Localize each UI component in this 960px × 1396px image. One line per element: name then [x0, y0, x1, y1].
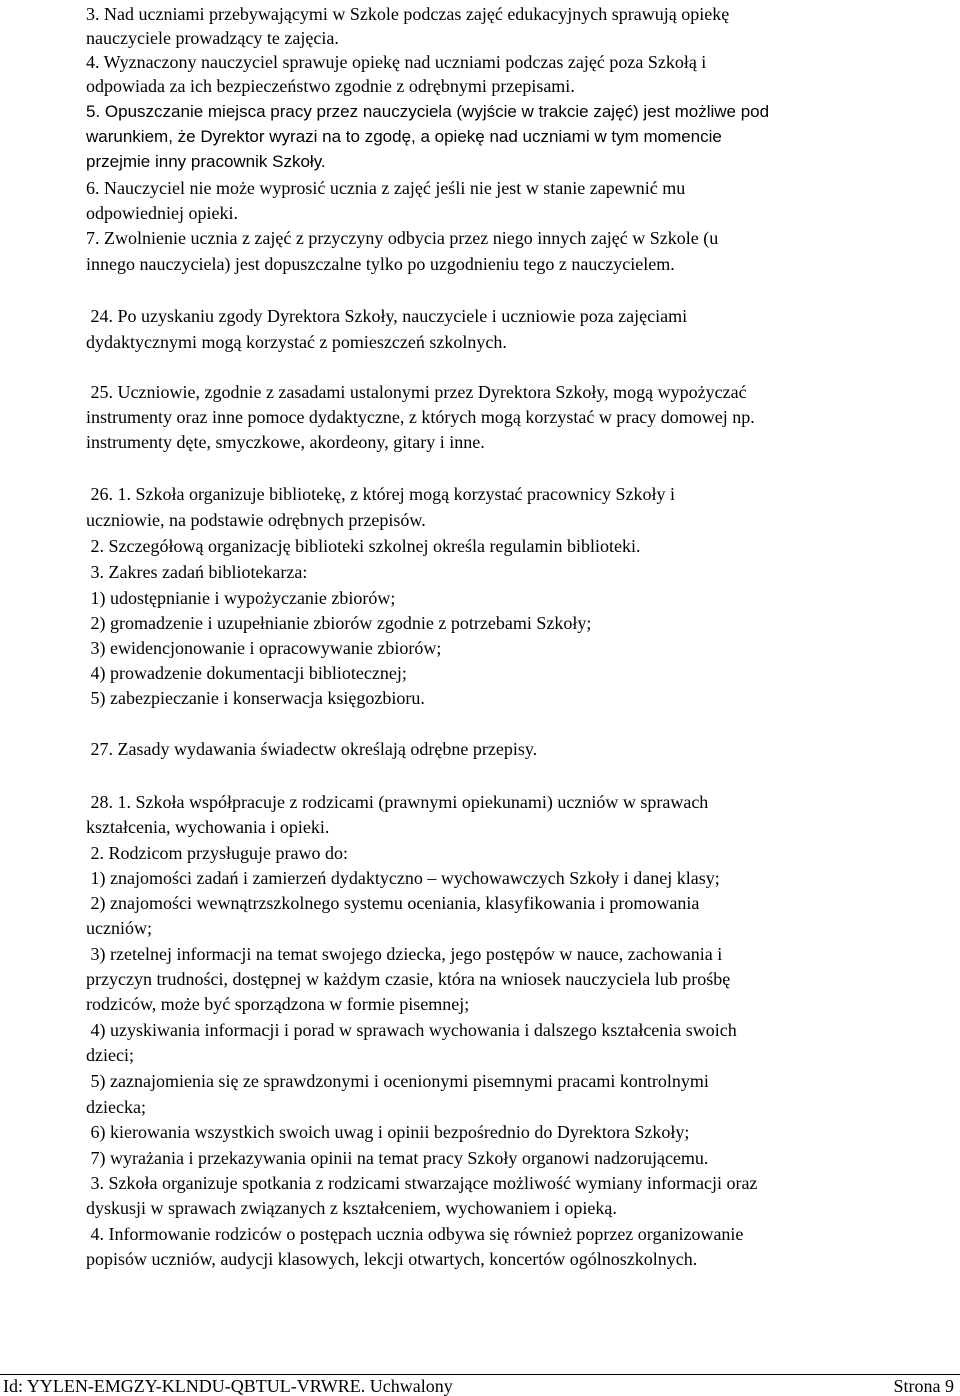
text-line: kształcenia, wychowania i opieki. — [86, 817, 330, 837]
footer-id: Id: YYLEN-EMGZY-KLNDU-QBTUL-VRWRE. Uchwalony — [3, 1376, 453, 1396]
text-line: 3. Zakres zadań bibliotekarza: — [86, 562, 308, 582]
text-line: dydaktycznymi mogą korzystać z pomieszczeń szkolnych. — [86, 332, 507, 352]
text-line: 2. Rodzicom przysługuje prawo do: — [86, 843, 348, 863]
list-item: 5) zabezpieczanie i konserwacja księgozbioru. — [86, 688, 425, 708]
text-line: odpowiedniej opieki. — [86, 203, 238, 223]
text-line: rodziców, może być sporządzona w formie pisemnej; — [86, 994, 470, 1014]
text-line: nauczyciele prowadzący te zajęcia. — [86, 28, 339, 48]
text-line: popisów uczniów, audycji klasowych, lekcji otwartych, koncertów ogólnoszkolnych. — [86, 1249, 698, 1269]
list-item: 3) ewidencjonowanie i opracowywanie zbiorów; — [86, 638, 442, 658]
text-line: uczniowie, na podstawie odrębnych przepisów. — [86, 510, 426, 530]
text-line: 7. Zwolnienie ucznia z zajęć z przyczyny odbycia przez niego innych zajęć w Szkole (u — [86, 228, 719, 248]
list-item: 7) wyrażania i przekazywania opinii na temat pracy Szkoły organowi nadzorującemu. — [86, 1148, 709, 1168]
text-line: innego nauczyciela) jest dopuszczalne tylko po uzgodnieniu tego z nauczycielem. — [86, 254, 675, 274]
paragraph-25-line: 25. Uczniowie, zgodnie z zasadami ustalonymi przez Dyrektora Szkoły, mogą wypożyczać — [86, 382, 747, 402]
list-item: 2) gromadzenie i uzupełnianie zbiorów zgodnie z potrzebami Szkoły; — [86, 613, 592, 633]
text-line: 4. Wyznaczony nauczyciel sprawuje opiekę nad uczniami podczas zajęć poza Szkołą i — [86, 52, 707, 72]
text-line: 5. Opuszczanie miejsca pracy przez nauczyciela (wyjście w trakcie zajęć) jest możliwe pod — [86, 102, 770, 121]
text-line: 3. Nad uczniami przebywającymi w Szkole podczas zajęć edukacyjnych sprawują opiekę — [86, 4, 730, 24]
list-item: 2) znajomości wewnątrzszkolnego systemu oceniania, klasyfikowania i promowania — [86, 893, 700, 913]
paragraph-27-line: 27. Zasady wydawania świadectw określają odrębne przepisy. — [86, 739, 538, 759]
text-line: instrumenty dęte, smyczkowe, akordeony, gitary i inne. — [86, 432, 485, 452]
text-line: 4. Informowanie rodziców o postępach ucznia odbywa się również poprzez organizowanie — [86, 1224, 744, 1244]
text-line: przejmie inny pracownik Szkoły. — [86, 152, 326, 171]
list-item: 4) uzyskiwania informacji i porad w sprawach wychowania i dalszego kształcenia swoich — [86, 1020, 737, 1040]
text-line: dziecka; — [86, 1097, 146, 1117]
text-line: instrumenty oraz inne pomoce dydaktyczne, z których mogą korzystać w pracy domowej np. — [86, 407, 755, 427]
text-line: odpowiada za ich bezpieczeństwo zgodnie z odrębnymi przepisami. — [86, 76, 575, 96]
text-line: uczniów; — [86, 918, 152, 938]
text-line: warunkiem, że Dyrektor wyrazi na to zgodę, a opiekę nad uczniami w tym momencie — [86, 127, 722, 146]
text-line: 6. Nauczyciel nie może wyprosić ucznia z zajęć jeśli nie jest w stanie zapewnić mu — [86, 178, 686, 198]
list-item: 4) prowadzenie dokumentacji bibliotecznej; — [86, 663, 407, 683]
footer-divider — [0, 1374, 960, 1375]
text-line: przyczyn trudności, dostępnej w każdym czasie, która na wniosek nauczyciela lub prośbę — [86, 969, 731, 989]
list-item: 5) zaznajomienia się ze sprawdzonymi i ocenionymi pisemnymi pracami kontrolnymi — [86, 1071, 709, 1091]
paragraph-26-line: 26. 1. Szkoła organizuje bibliotekę, z której mogą korzystać pracownicy Szkoły i — [86, 484, 676, 504]
paragraph-28-line: 28. 1. Szkoła współpracuje z rodzicami (prawnymi opiekunami) uczniów w sprawach — [86, 792, 709, 812]
text-line: dzieci; — [86, 1045, 134, 1065]
paragraph-24-line: 24. Po uzyskaniu zgody Dyrektora Szkoły, nauczyciele i uczniowie poza zajęciami — [86, 306, 688, 326]
list-item: 6) kierowania wszystkich swoich uwag i opinii bezpośrednio do Dyrektora Szkoły; — [86, 1122, 690, 1142]
text-line: 3. Szkoła organizuje spotkania z rodzicami stwarzające możliwość wymiany informacji oraz — [86, 1173, 758, 1193]
list-item: 1) udostępnianie i wypożyczanie zbiorów; — [86, 588, 396, 608]
text-line: dyskusji w sprawach związanych z kształceniem, wychowaniem i opieką. — [86, 1198, 617, 1218]
text-line: 2. Szczegółową organizację biblioteki szkolnej określa regulamin biblioteki. — [86, 536, 641, 556]
page-number: Strona 9 — [893, 1376, 954, 1396]
list-item: 3) rzetelnej informacji na temat swojego dziecka, jego postępów w nauce, zachowania i — [86, 944, 723, 964]
list-item: 1) znajomości zadań i zamierzeń dydaktyczno – wychowawczych Szkoły i danej klasy; — [86, 868, 720, 888]
